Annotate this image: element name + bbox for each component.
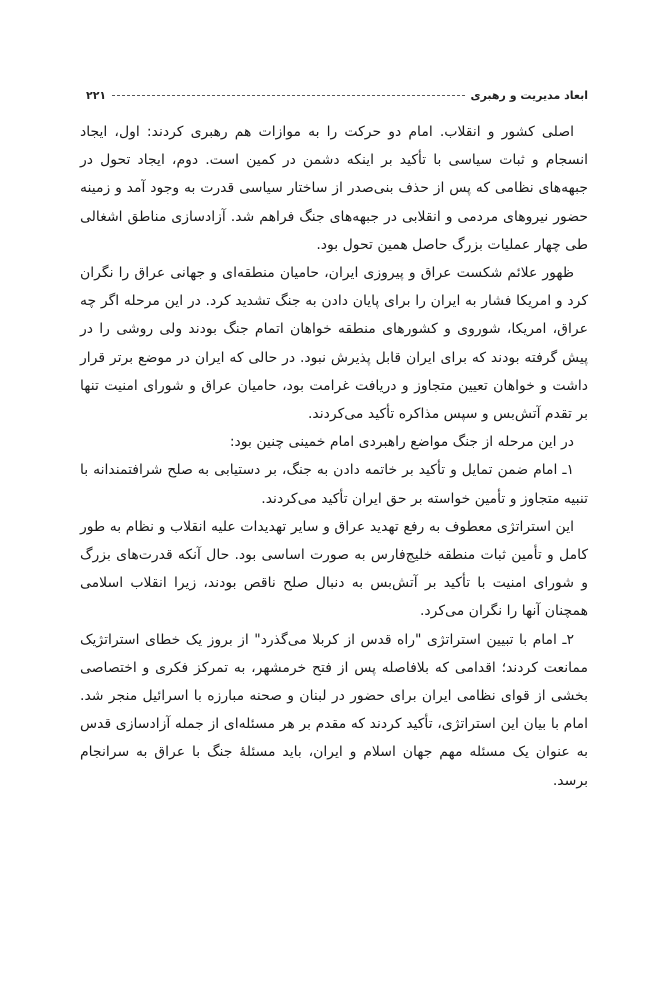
paragraph: در این مرحله از جنگ مواضع راهبردی امام خمینی چنین بود: xyxy=(229,434,574,451)
page-number: ۲۲۱ xyxy=(86,88,107,102)
running-header xyxy=(86,84,588,106)
book-title: ابعاد مدیریت و رهبری xyxy=(470,88,588,102)
paragraph: ۲ـ امام با تبیین استراتژی "راه قدس از کربلا می‌گذرد" از بروز یک خطای استراتژیک ممانعت کردند؛ اقدامی که بلافاصله پس از فتح خرمشهر، به تمرکز فکری و اختصاصی بخشی از قوای نظامی ایران برای حضور در لبنان و صحنه مبارزه با اسرائیل منجر شد. امام با بیان این استراتژی، تأکید کردند که مقدم بر هر مسئله‌ای از جمله آزادسازی قدس به عنوان یک مسئله مهم جهان اسلام و ایران، باید مسئلهٔ جنگ با عراق به سرانجام برسد. xyxy=(80,631,588,789)
paragraph: ۱ـ امام ضمن تمایل و تأکید بر خاتمه دادن به جنگ، بر دستیابی به صلح شرافتمندانه با تنبیه متجاوز و تأمین خواسته بر حق ایران تأکید می‌کردند. xyxy=(80,462,588,507)
header-rule xyxy=(112,95,464,96)
paragraph: این استراتژی معطوف به رفع تهدید عراق و سایر تهدیدات علیه انقلاب و نظام به طور کامل و تأمین ثبات منطقه خلیج‌فارس به صورت اساسی بود. حال آنکه قدرت‌های بزرگ و شورای امنیت با تأکید بر آتش‌بس به دنبال صلح ناقص بودند، زیرا انقلاب اسلامی همچنان آنها را نگران می‌کرد. xyxy=(80,518,588,620)
paragraph: اصلی کشور و انقلاب. امام دو حرکت را به موازات هم رهبری کردند: اول، ایجاد انسجام و ثبات سیاسی با تأکید بر اینکه دشمن در کمین است. دوم، ایجاد تحول در جبهه‌های نظامی که پس از حذف بنی‌صدر از ساختار سیاسی قدرت به وجود آمد و زمینه حضور نیروهای مردمی و انقلابی در جبهه‌های جنگ فراهم شد. آزادسازی مناطق اشغالی طی چهار عملیات بزرگ حاصل همین تحول بود. xyxy=(80,124,588,253)
paragraph: ظهور علائم شکست عراق و پیروزی ایران، حامیان منطقه‌ای و جهانی عراق را نگران کرد و امریکا فشار به ایران را برای پایان دادن به جنگ تشدید کرد. در این مرحله اگر چه عراق، امریکا، شوروی و کشورهای منطقه خواهان اتمام جنگ بودند ولی روشی را در پیش گرفته بودند که برای ایران قابل پذیرش نبود. در حالی که ایران در موضع برتر قرار داشت و خواهان تعیین متجاوز و دریافت غرامت بود، حامیان عراق و شورای امنیت تنها بر تقدم آتش‌بس و سپس مذاکره تأکید می‌کردند. xyxy=(80,265,588,423)
body-text xyxy=(80,118,588,795)
